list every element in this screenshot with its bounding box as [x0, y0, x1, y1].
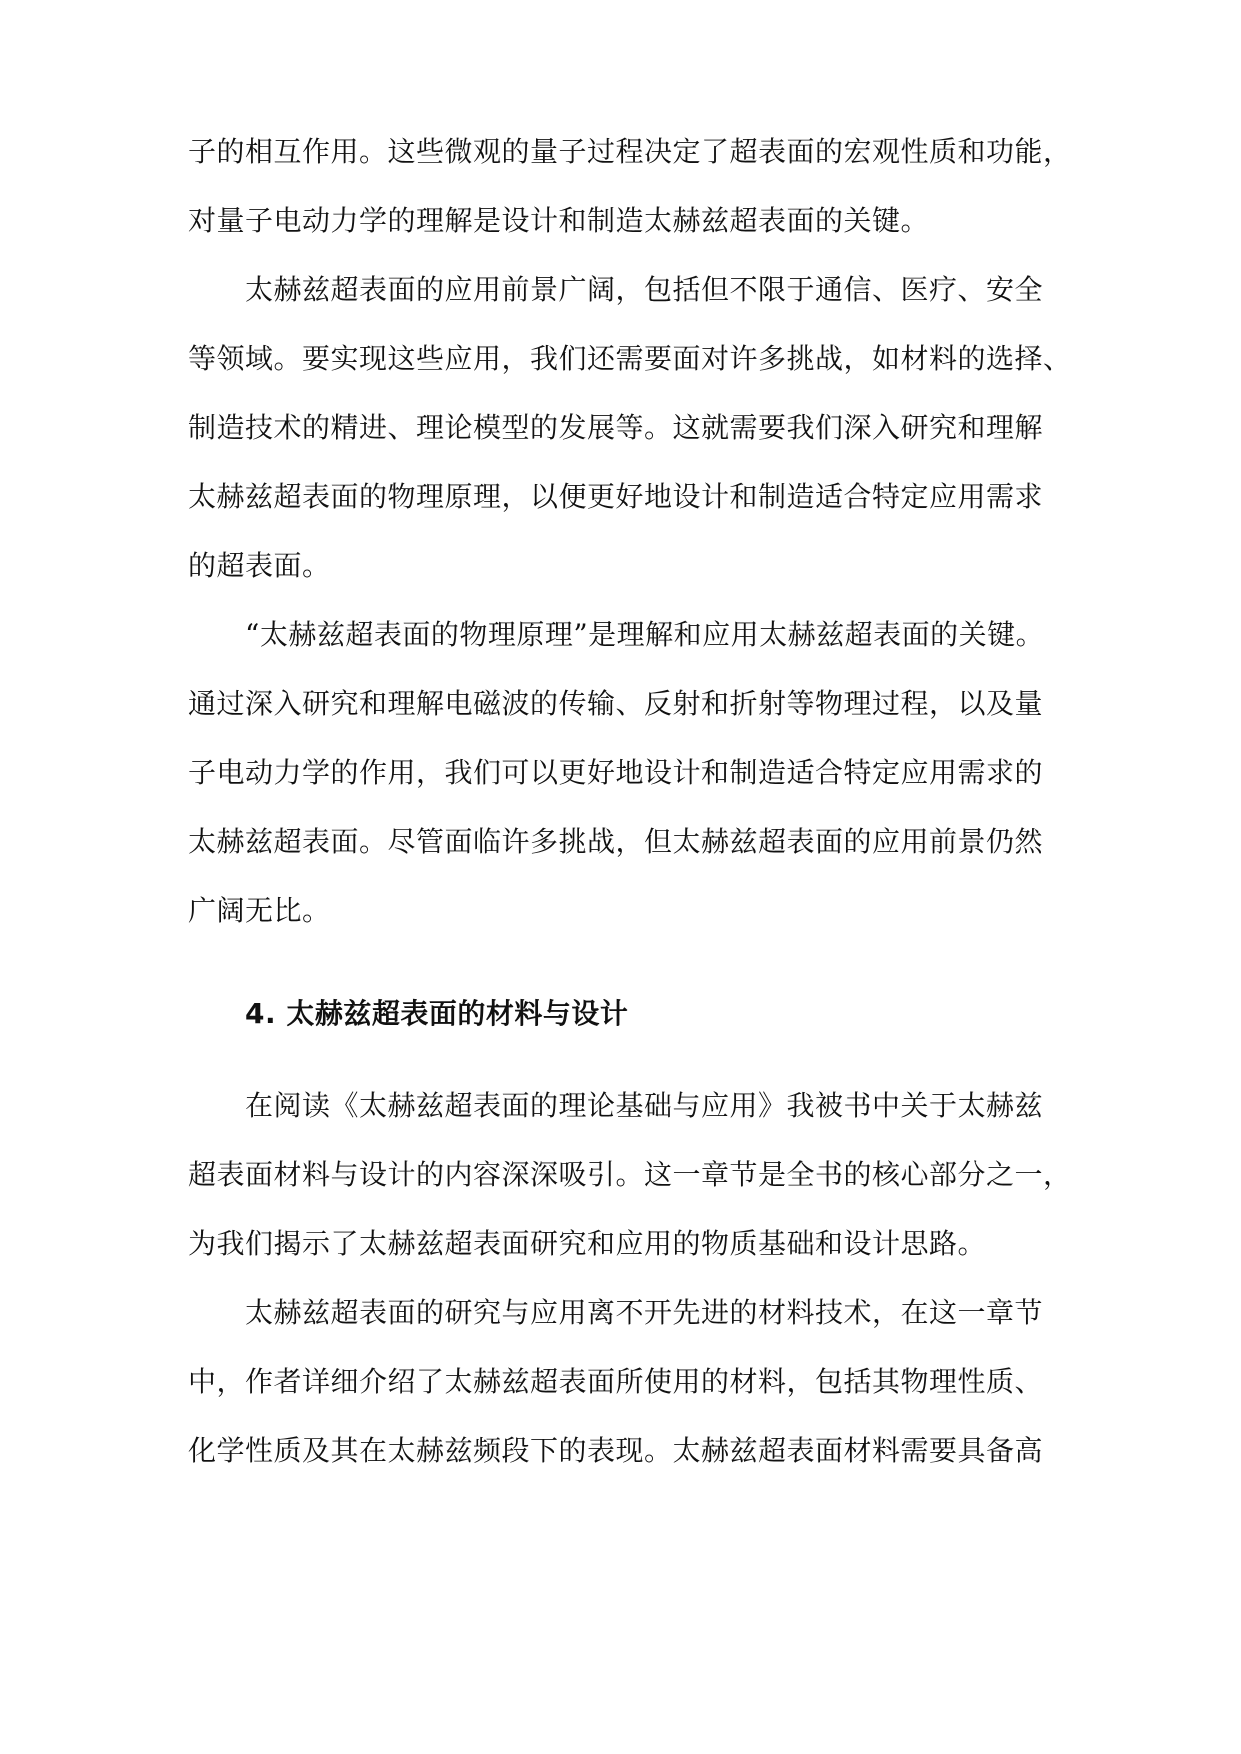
text-line: 为我们揭示了太赫兹超表面研究和应用的物质基础和设计思路。 — [188, 1227, 987, 1260]
text-line: 子电动力学的作用，我们可以更好地设计和制造适合特定应用需求的 — [188, 756, 1044, 789]
section-heading: 4. 太赫兹超表面的材料与设计 — [245, 997, 629, 1030]
text-line: 广阔无比。 — [188, 894, 331, 927]
text-line: 子的相互作用。这些微观的量子过程决定了超表面的宏观性质和功能， — [188, 135, 1072, 168]
text-line: 在阅读《太赫兹超表面的理论基础与应用》我被书中关于太赫兹 — [245, 1089, 1044, 1122]
text-line: 太赫兹超表面的物理原理，以便更好地设计和制造适合特定应用需求 — [188, 480, 1044, 513]
text-line: 超表面材料与设计的内容深深吸引。这一章节是全书的核心部分之一， — [188, 1158, 1072, 1191]
text-line: 通过深入研究和理解电磁波的传输、反射和折射等物理过程，以及量 — [188, 687, 1044, 720]
text-line: 对量子电动力学的理解是设计和制造太赫兹超表面的关键。 — [188, 204, 930, 237]
text-line: 化学性质及其在太赫兹频段下的表现。太赫兹超表面材料需要具备高 — [188, 1434, 1044, 1467]
text-line: 制造技术的精进、理论模型的发展等。这就需要我们深入研究和理解 — [188, 411, 1044, 444]
text-line: 太赫兹超表面的研究与应用离不开先进的材料技术，在这一章节 — [245, 1296, 1044, 1329]
text-line: 中，作者详细介绍了太赫兹超表面所使用的材料，包括其物理性质、 — [188, 1365, 1044, 1398]
text-line: 的超表面。 — [188, 549, 331, 582]
text-line: 太赫兹超表面的应用前景广阔，包括但不限于通信、医疗、安全 — [245, 273, 1044, 306]
text-line: 太赫兹超表面。尽管面临许多挑战，但太赫兹超表面的应用前景仍然 — [188, 825, 1044, 858]
text-line: 等领域。要实现这些应用，我们还需要面对许多挑战，如材料的选择、 — [188, 342, 1072, 375]
text-line: “太赫兹超表面的物理原理”是理解和应用太赫兹超表面的关键。 — [245, 618, 1045, 651]
